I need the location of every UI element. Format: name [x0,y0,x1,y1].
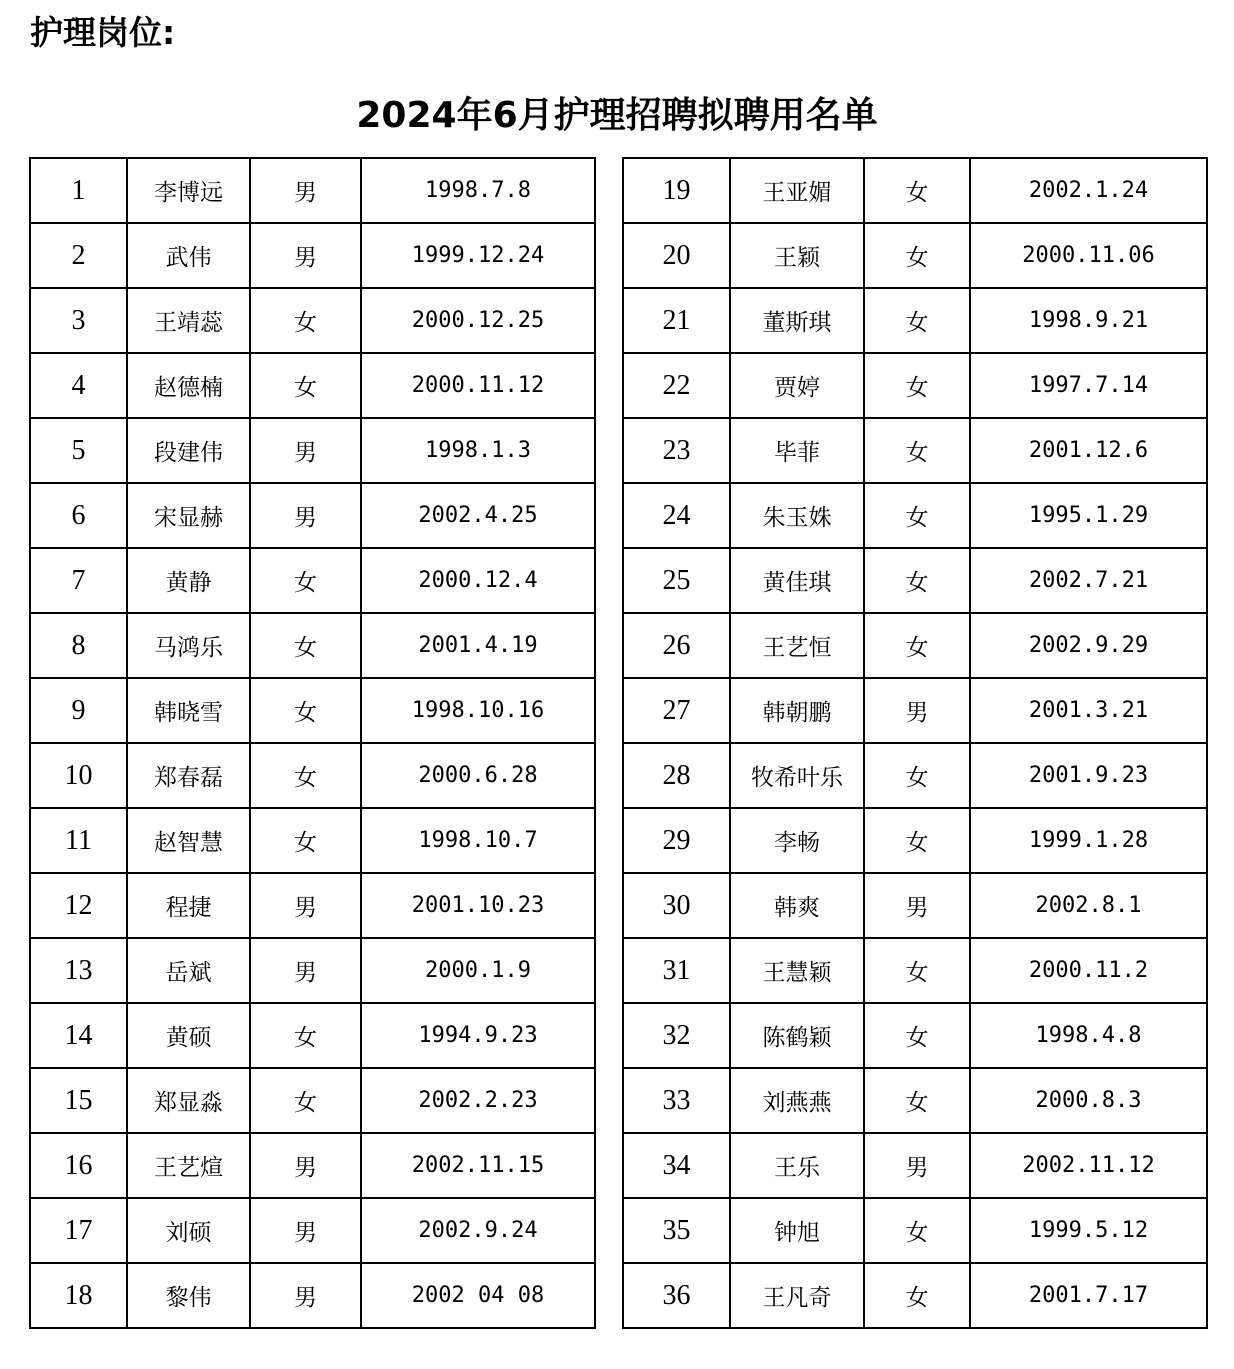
birth-date: 2000.11.2 [970,938,1207,1003]
birth-date: 2000.8.3 [970,1068,1207,1133]
roster-table-left [29,157,596,1329]
candidate-gender: 女 [250,808,361,873]
candidate-gender: 女 [864,808,970,873]
candidate-name: 牧希叶乐 [730,743,864,808]
birth-date: 2002.11.15 [361,1133,595,1198]
row-index: 27 [623,678,730,743]
candidate-name: 韩朝鹏 [730,678,864,743]
table-row [623,678,1207,743]
row-index: 4 [30,353,127,418]
row-index: 26 [623,613,730,678]
birth-date: 2001.12.6 [970,418,1207,483]
candidate-name: 王靖蕊 [127,288,250,353]
birth-date: 2001.3.21 [970,678,1207,743]
birth-date: 2000.11.06 [970,223,1207,288]
birth-date: 1994.9.23 [361,1003,595,1068]
table-row [30,483,595,548]
row-index: 1 [30,158,127,223]
row-index: 19 [623,158,730,223]
table-row [30,1003,595,1068]
table-row [623,873,1207,938]
candidate-gender: 女 [250,353,361,418]
birth-date: 2001.4.19 [361,613,595,678]
table-row [623,288,1207,353]
row-index: 16 [30,1133,127,1198]
candidate-name: 郑春磊 [127,743,250,808]
candidate-name: 武伟 [127,223,250,288]
row-index: 5 [30,418,127,483]
row-index: 36 [623,1263,730,1328]
row-index: 8 [30,613,127,678]
section-title: 护理岗位: [30,13,176,52]
birth-date: 2000.6.28 [361,743,595,808]
candidate-gender: 女 [250,678,361,743]
table-row [30,613,595,678]
candidate-name: 王凡奇 [730,1263,864,1328]
table-row [30,548,595,613]
row-index: 24 [623,483,730,548]
row-index: 35 [623,1198,730,1263]
candidate-name: 刘硕 [127,1198,250,1263]
birth-date: 2000.1.9 [361,938,595,1003]
birth-date: 1995.1.29 [970,483,1207,548]
table-row [30,1263,595,1328]
row-index: 20 [623,223,730,288]
birth-date: 1999.1.28 [970,808,1207,873]
candidate-gender: 女 [250,613,361,678]
row-index: 17 [30,1198,127,1263]
row-index: 32 [623,1003,730,1068]
table-row [623,1068,1207,1133]
candidate-name: 赵德楠 [127,353,250,418]
birth-date: 1998.4.8 [970,1003,1207,1068]
table-row [30,223,595,288]
table-row [30,743,595,808]
row-index: 10 [30,743,127,808]
candidate-gender: 女 [864,418,970,483]
birth-date: 2001.10.23 [361,873,595,938]
candidate-gender: 男 [864,873,970,938]
table-row [30,678,595,743]
candidate-name: 韩爽 [730,873,864,938]
birth-date: 1997.7.14 [970,353,1207,418]
birth-date: 2002.1.24 [970,158,1207,223]
candidate-gender: 女 [864,353,970,418]
candidate-name: 王慧颖 [730,938,864,1003]
table-row [623,743,1207,808]
table-row [623,418,1207,483]
birth-date: 1998.1.3 [361,418,595,483]
table-row [30,353,595,418]
row-index: 25 [623,548,730,613]
table-row [30,938,595,1003]
birth-date: 1998.7.8 [361,158,595,223]
candidate-name: 黄佳琪 [730,548,864,613]
candidate-name: 钟旭 [730,1198,864,1263]
row-index: 30 [623,873,730,938]
candidate-gender: 女 [250,1068,361,1133]
candidate-gender: 男 [864,678,970,743]
candidate-name: 黄硕 [127,1003,250,1068]
birth-date: 2002 04 08 [361,1263,595,1328]
candidate-gender: 女 [250,1003,361,1068]
row-index: 6 [30,483,127,548]
candidate-name: 马鸿乐 [127,613,250,678]
candidate-name: 程捷 [127,873,250,938]
row-index: 13 [30,938,127,1003]
row-index: 22 [623,353,730,418]
birth-date: 2002.9.29 [970,613,1207,678]
birth-date: 2002.2.23 [361,1068,595,1133]
table-row [30,288,595,353]
table-row [623,1133,1207,1198]
table-row [623,613,1207,678]
table-row [623,223,1207,288]
candidate-gender: 男 [250,938,361,1003]
row-index: 15 [30,1068,127,1133]
candidate-gender: 男 [250,1263,361,1328]
table-row [30,418,595,483]
candidate-gender: 女 [864,548,970,613]
candidate-name: 韩晓雪 [127,678,250,743]
candidate-gender: 女 [250,548,361,613]
row-index: 18 [30,1263,127,1328]
table-row [623,808,1207,873]
candidate-gender: 女 [864,288,970,353]
document-title: 2024年6月护理招聘拟聘用名单 [356,95,878,136]
candidate-name: 董斯琪 [730,288,864,353]
candidate-name: 朱玉姝 [730,483,864,548]
row-index: 2 [30,223,127,288]
candidate-gender: 女 [864,938,970,1003]
table-row [623,483,1207,548]
candidate-name: 贾婷 [730,353,864,418]
candidate-name: 黎伟 [127,1263,250,1328]
candidate-name: 王颖 [730,223,864,288]
candidate-name: 宋显赫 [127,483,250,548]
table-row [623,938,1207,1003]
row-index: 23 [623,418,730,483]
candidate-name: 黄静 [127,548,250,613]
candidate-gender: 男 [250,873,361,938]
candidate-name: 岳斌 [127,938,250,1003]
table-row [30,1068,595,1133]
table-row [623,1198,1207,1263]
candidate-gender: 女 [864,483,970,548]
candidate-gender: 女 [864,613,970,678]
birth-date: 2002.4.25 [361,483,595,548]
row-index: 7 [30,548,127,613]
candidate-name: 刘燕燕 [730,1068,864,1133]
birth-date: 2002.8.1 [970,873,1207,938]
birth-date: 1998.9.21 [970,288,1207,353]
birth-date: 1998.10.16 [361,678,595,743]
candidate-name: 李博远 [127,158,250,223]
row-index: 28 [623,743,730,808]
row-index: 12 [30,873,127,938]
table-row [623,1003,1207,1068]
candidate-name: 王亚媚 [730,158,864,223]
candidate-gender: 男 [250,1198,361,1263]
row-index: 21 [623,288,730,353]
table-row [30,873,595,938]
row-index: 33 [623,1068,730,1133]
table-row [30,1198,595,1263]
roster-table-right [622,157,1208,1329]
candidate-name: 王艺煊 [127,1133,250,1198]
candidate-gender: 女 [864,1263,970,1328]
table-row [623,1263,1207,1328]
table-row [30,158,595,223]
table-row [623,353,1207,418]
birth-date: 1998.10.7 [361,808,595,873]
candidate-gender: 男 [250,418,361,483]
candidate-gender: 女 [250,743,361,808]
row-index: 9 [30,678,127,743]
birth-date: 2001.7.17 [970,1263,1207,1328]
candidate-gender: 男 [250,1133,361,1198]
candidate-gender: 女 [250,288,361,353]
birth-date: 2001.9.23 [970,743,1207,808]
birth-date: 2002.11.12 [970,1133,1207,1198]
birth-date: 2000.12.25 [361,288,595,353]
candidate-gender: 男 [250,158,361,223]
candidate-gender: 女 [864,223,970,288]
candidate-gender: 女 [864,1198,970,1263]
birth-date: 2002.9.24 [361,1198,595,1263]
birth-date: 1999.12.24 [361,223,595,288]
birth-date: 2000.11.12 [361,353,595,418]
candidate-name: 李畅 [730,808,864,873]
birth-date: 2002.7.21 [970,548,1207,613]
candidate-name: 王乐 [730,1133,864,1198]
candidate-gender: 男 [864,1133,970,1198]
row-index: 11 [30,808,127,873]
candidate-gender: 女 [864,1003,970,1068]
birth-date: 2000.12.4 [361,548,595,613]
table-row [623,548,1207,613]
candidate-gender: 女 [864,158,970,223]
candidate-gender: 男 [250,223,361,288]
row-index: 14 [30,1003,127,1068]
candidate-name: 王艺恒 [730,613,864,678]
birth-date: 1999.5.12 [970,1198,1207,1263]
candidate-gender: 男 [250,483,361,548]
candidate-name: 段建伟 [127,418,250,483]
candidate-name: 毕菲 [730,418,864,483]
candidate-gender: 女 [864,743,970,808]
candidate-gender: 女 [864,1068,970,1133]
table-row [623,158,1207,223]
candidate-name: 陈鹤颖 [730,1003,864,1068]
table-row [30,808,595,873]
table-row [30,1133,595,1198]
candidate-name: 赵智慧 [127,808,250,873]
candidate-name: 郑显淼 [127,1068,250,1133]
row-index: 3 [30,288,127,353]
row-index: 31 [623,938,730,1003]
row-index: 29 [623,808,730,873]
row-index: 34 [623,1133,730,1198]
